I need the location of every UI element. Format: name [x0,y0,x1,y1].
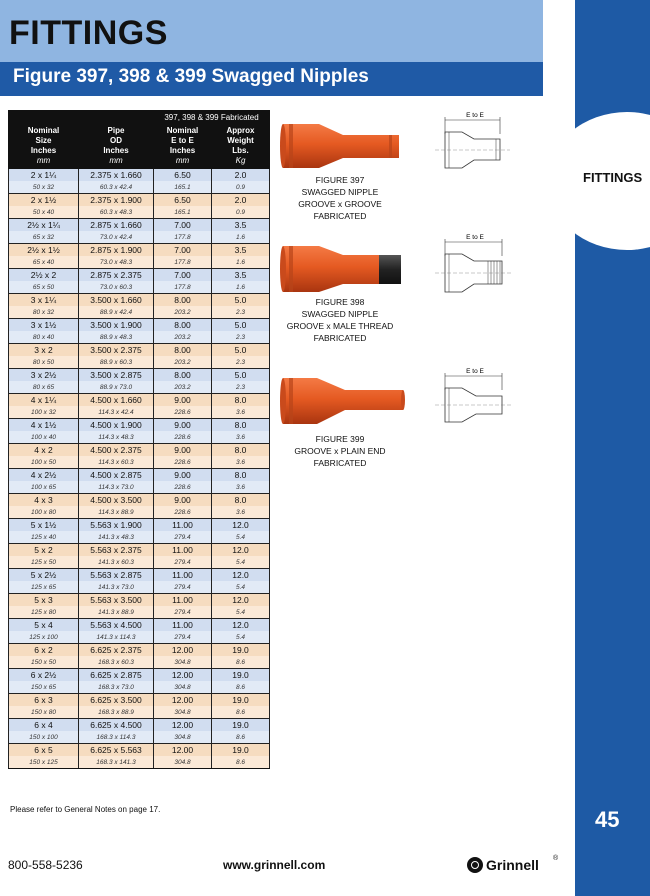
cell-od: 4.500 x 1.900 [79,419,154,432]
cell-size: 6 x 2 [9,644,79,657]
cell-ete: 8.00 [154,344,212,357]
cell-od_mm: 73.0 x 42.4 [79,231,154,244]
table-row [9,269,270,282]
table-row [9,369,270,382]
table-row [9,569,270,582]
cell-size_mm: 50 x 32 [9,181,79,194]
table-row-metric [9,756,270,769]
cell-ete_mm: 304.8 [154,731,212,744]
table-row [9,444,270,457]
brand-name: Grinnell [486,857,539,873]
figure-398-photo [279,240,409,295]
figure-399-caption [275,433,405,469]
cell-od: 6.625 x 2.875 [79,669,154,682]
figure-caption-line: FIGURE 397 [315,175,365,185]
column-header-row [9,124,270,169]
cell-wt_kg: 3.6 [212,431,270,444]
cell-ete_mm: 228.6 [154,506,212,519]
cell-size: 5 x 2 [9,544,79,557]
table-row-metric [9,381,270,394]
table-row-metric [9,706,270,719]
cell-ete: 9.00 [154,494,212,507]
cell-wt: 19.0 [212,669,270,682]
cell-wt_kg: 1.6 [212,281,270,294]
table-row-metric [9,556,270,569]
figure-caption-line: FIGURE 399 [315,434,365,444]
cell-wt: 3.5 [212,244,270,257]
table-row [9,319,270,332]
grinnell-logo-icon [467,857,483,873]
cell-wt: 12.0 [212,569,270,582]
figure-397-photo [279,118,409,173]
brand-registered-mark: ® [553,855,559,862]
cell-ete: 8.00 [154,294,212,307]
figure-caption-line: FABRICATED [313,211,367,221]
table-row-metric [9,431,270,444]
cell-od_mm: 114.3 x 42.4 [79,406,154,419]
cell-od: 5.563 x 2.875 [79,569,154,582]
figure-398-drawing [430,230,520,300]
table-row [9,619,270,632]
cell-od: 2.875 x 1.660 [79,219,154,232]
cell-wt: 2.0 [212,169,270,182]
cell-ete: 11.00 [154,619,212,632]
cell-ete_mm: 228.6 [154,456,212,469]
table-row-metric [9,656,270,669]
cell-size: 4 x 1½ [9,419,79,432]
cell-wt_kg: 1.6 [212,231,270,244]
column-header-3: Approx Weight Lbs. Kg [212,124,270,169]
table-row [9,494,270,507]
cell-od_mm: 88.9 x 73.0 [79,381,154,394]
cell-wt: 12.0 [212,619,270,632]
cell-size_mm: 125 x 40 [9,531,79,544]
cell-ete_mm: 279.4 [154,631,212,644]
column-header-0: Nominal Size Inches mm [9,124,79,169]
cell-wt_kg: 2.3 [212,356,270,369]
cell-size: 5 x 2½ [9,569,79,582]
cell-od: 2.375 x 1.900 [79,194,154,207]
column-header-2: Nominal E to E Inches mm [154,124,212,169]
figure-caption-line: SWAGGED NIPPLE [301,187,379,197]
cell-wt_kg: 5.4 [212,631,270,644]
page-title: FITTINGS [9,14,168,52]
cell-od_mm: 141.3 x 88.9 [79,606,154,619]
table-row-metric [9,531,270,544]
cell-ete_mm: 304.8 [154,656,212,669]
cell-size_mm: 125 x 65 [9,581,79,594]
table-row [9,694,270,707]
cell-wt: 8.0 [212,469,270,482]
cell-wt: 19.0 [212,694,270,707]
cell-od: 5.563 x 1.900 [79,519,154,532]
cell-ete: 11.00 [154,544,212,557]
column-header-1: Pipe OD Inches mm [79,124,154,169]
figure-398-dim-label: E to E [466,234,484,241]
general-notes-reference: Please refer to General Notes on page 17. [10,805,161,814]
cell-wt_kg: 3.6 [212,456,270,469]
cell-wt: 12.0 [212,594,270,607]
cell-od_mm: 168.3 x 114.3 [79,731,154,744]
table-row [9,294,270,307]
table-row-metric [9,681,270,694]
table-row-metric [9,406,270,419]
cell-ete_mm: 279.4 [154,606,212,619]
cell-od_mm: 141.3 x 114.3 [79,631,154,644]
table-row [9,419,270,432]
cell-od: 4.500 x 3.500 [79,494,154,507]
cell-size: 2½ x 1½ [9,244,79,257]
cell-wt_kg: 2.3 [212,331,270,344]
table-row [9,744,270,757]
cell-ete: 7.00 [154,269,212,282]
cell-od: 2.375 x 1.660 [79,169,154,182]
table-row [9,169,270,182]
cell-wt_kg: 8.6 [212,731,270,744]
cell-wt_kg: 0.9 [212,181,270,194]
cell-size: 4 x 3 [9,494,79,507]
cell-size: 2 x 1½ [9,194,79,207]
cell-ete_mm: 203.2 [154,306,212,319]
side-tab-label: FITTINGS [583,170,643,185]
cell-wt: 2.0 [212,194,270,207]
cell-ete: 11.00 [154,594,212,607]
cell-wt_kg: 3.6 [212,506,270,519]
figure-397-drawing [430,108,520,178]
cell-od: 3.500 x 1.900 [79,319,154,332]
cell-size_mm: 65 x 40 [9,256,79,269]
cell-size: 5 x 3 [9,594,79,607]
cell-wt_kg: 5.4 [212,556,270,569]
cell-size_mm: 80 x 32 [9,306,79,319]
cell-wt: 5.0 [212,369,270,382]
cell-ete_mm: 177.8 [154,281,212,294]
cell-od: 3.500 x 1.660 [79,294,154,307]
cell-size_mm: 150 x 80 [9,706,79,719]
cell-size: 5 x 1½ [9,519,79,532]
table-row-metric [9,306,270,319]
brand-logo-group [467,855,559,873]
cell-size: 3 x 1½ [9,319,79,332]
figure-caption-line: FABRICATED [313,333,367,343]
cell-wt: 19.0 [212,719,270,732]
figure-caption-line: GROOVE x MALE THREAD [286,321,394,331]
cell-ete_mm: 304.8 [154,756,212,769]
cell-size: 6 x 2½ [9,669,79,682]
cell-size_mm: 50 x 40 [9,206,79,219]
table-row-metric [9,631,270,644]
cell-size: 4 x 2 [9,444,79,457]
cell-od_mm: 114.3 x 88.9 [79,506,154,519]
figure-397-caption [275,174,405,222]
cell-od_mm: 73.0 x 48.3 [79,256,154,269]
figure-caption-line: GROOVE x GROOVE [298,199,382,209]
cell-wt: 19.0 [212,744,270,757]
cell-od_mm: 88.9 x 42.4 [79,306,154,319]
cell-ete: 11.00 [154,569,212,582]
cell-wt: 3.5 [212,269,270,282]
cell-od_mm: 168.3 x 141.3 [79,756,154,769]
table-row [9,544,270,557]
cell-wt_kg: 3.6 [212,481,270,494]
cell-od: 4.500 x 2.375 [79,444,154,457]
table-row-metric [9,606,270,619]
cell-od_mm: 141.3 x 73.0 [79,581,154,594]
cell-ete_mm: 228.6 [154,431,212,444]
cell-size: 3 x 2 [9,344,79,357]
cell-wt_kg: 0.9 [212,206,270,219]
cell-size: 4 x 1¼ [9,394,79,407]
cell-ete: 9.00 [154,444,212,457]
cell-ete: 12.00 [154,744,212,757]
group-header-blank [9,111,154,124]
cell-ete_mm: 304.8 [154,706,212,719]
figure-caption-line: SWAGGED NIPPLE [301,309,379,319]
figure-399-drawing [430,364,520,434]
cell-size_mm: 100 x 80 [9,506,79,519]
table-row-metric [9,231,270,244]
cell-size_mm: 80 x 50 [9,356,79,369]
cell-size: 2½ x 1¼ [9,219,79,232]
table-row [9,244,270,257]
cell-ete_mm: 228.6 [154,406,212,419]
cell-size_mm: 100 x 50 [9,456,79,469]
table-row [9,394,270,407]
cell-wt_kg: 2.3 [212,306,270,319]
cell-wt_kg: 8.6 [212,756,270,769]
table-row [9,594,270,607]
cell-ete_mm: 279.4 [154,556,212,569]
cell-size_mm: 125 x 80 [9,606,79,619]
figure-399-dim-label: E to E [466,368,484,375]
cell-od: 5.563 x 2.375 [79,544,154,557]
cell-od: 5.563 x 3.500 [79,594,154,607]
cell-size_mm: 150 x 125 [9,756,79,769]
cell-size_mm: 150 x 65 [9,681,79,694]
cell-size_mm: 100 x 32 [9,406,79,419]
cell-od: 5.563 x 4.500 [79,619,154,632]
cell-wt: 12.0 [212,544,270,557]
cell-ete_mm: 304.8 [154,681,212,694]
cell-od_mm: 114.3 x 60.3 [79,456,154,469]
cell-wt_kg: 8.6 [212,681,270,694]
page-subtitle: Figure 397, 398 & 399 Swagged Nipples [13,66,369,87]
spec-table [8,110,270,769]
cell-ete_mm: 203.2 [154,356,212,369]
cell-wt_kg: 2.3 [212,381,270,394]
cell-ete: 7.00 [154,244,212,257]
cell-size: 4 x 2½ [9,469,79,482]
table-row [9,344,270,357]
cell-ete: 12.00 [154,694,212,707]
cell-size_mm: 80 x 40 [9,331,79,344]
cell-size_mm: 65 x 50 [9,281,79,294]
footer-phone[interactable]: 800-558-5236 [8,858,83,872]
cell-wt_kg: 3.6 [212,406,270,419]
cell-od: 6.625 x 4.500 [79,719,154,732]
footer-website-link[interactable]: www.grinnell.com [223,858,326,872]
cell-od: 4.500 x 1.660 [79,394,154,407]
table-row-metric [9,506,270,519]
cell-od: 6.625 x 3.500 [79,694,154,707]
cell-wt: 8.0 [212,494,270,507]
cell-od_mm: 114.3 x 73.0 [79,481,154,494]
cell-od: 3.500 x 2.875 [79,369,154,382]
cell-size: 6 x 3 [9,694,79,707]
cell-size_mm: 65 x 32 [9,231,79,244]
cell-size_mm: 100 x 40 [9,431,79,444]
cell-od_mm: 168.3 x 60.3 [79,656,154,669]
cell-size: 3 x 1¼ [9,294,79,307]
cell-od: 2.875 x 1.900 [79,244,154,257]
table-row [9,469,270,482]
table-row-metric [9,456,270,469]
cell-size_mm: 80 x 65 [9,381,79,394]
cell-size_mm: 125 x 50 [9,556,79,569]
table-row-metric [9,256,270,269]
table-row-metric [9,281,270,294]
figure-397-dim-label: E to E [466,112,484,119]
cell-wt_kg: 1.6 [212,256,270,269]
table-row [9,519,270,532]
figure-399-photo [279,374,409,429]
cell-ete_mm: 228.6 [154,481,212,494]
cell-wt: 5.0 [212,294,270,307]
cell-size_mm: 150 x 50 [9,656,79,669]
cell-od_mm: 141.3 x 48.3 [79,531,154,544]
cell-wt_kg: 5.4 [212,531,270,544]
cell-ete: 6.50 [154,194,212,207]
table-row-metric [9,581,270,594]
cell-ete: 8.00 [154,369,212,382]
cell-wt_kg: 8.6 [212,656,270,669]
cell-size: 6 x 5 [9,744,79,757]
cell-ete: 6.50 [154,169,212,182]
cell-ete_mm: 279.4 [154,531,212,544]
cell-wt: 19.0 [212,644,270,657]
table-row-metric [9,181,270,194]
cell-size_mm: 125 x 100 [9,631,79,644]
table-row [9,194,270,207]
cell-od: 2.875 x 2.375 [79,269,154,282]
cell-ete_mm: 177.8 [154,231,212,244]
cell-size: 3 x 2½ [9,369,79,382]
cell-size: 2 x 1¼ [9,169,79,182]
table-row-metric [9,481,270,494]
table-row [9,669,270,682]
cell-od: 3.500 x 2.375 [79,344,154,357]
cell-ete: 12.00 [154,644,212,657]
cell-wt: 5.0 [212,319,270,332]
figure-caption-line: FIGURE 398 [315,297,365,307]
cell-ete: 12.00 [154,669,212,682]
cell-ete_mm: 177.8 [154,256,212,269]
cell-ete_mm: 165.1 [154,206,212,219]
table-row [9,219,270,232]
cell-ete_mm: 279.4 [154,581,212,594]
cell-ete_mm: 203.2 [154,381,212,394]
cell-ete_mm: 203.2 [154,331,212,344]
cell-wt_kg: 8.6 [212,706,270,719]
cell-size: 5 x 4 [9,619,79,632]
cell-wt: 5.0 [212,344,270,357]
cell-od_mm: 114.3 x 48.3 [79,431,154,444]
cell-od_mm: 88.9 x 60.3 [79,356,154,369]
cell-ete: 9.00 [154,394,212,407]
cell-od_mm: 60.3 x 42.4 [79,181,154,194]
cell-od: 6.625 x 2.375 [79,644,154,657]
cell-wt: 8.0 [212,444,270,457]
cell-wt: 3.5 [212,219,270,232]
cell-ete: 11.00 [154,519,212,532]
cell-ete: 9.00 [154,419,212,432]
spec-table-body [9,169,270,769]
page-number: 45 [595,807,620,832]
figure-caption-line: FABRICATED [313,458,367,468]
cell-wt: 8.0 [212,419,270,432]
cell-od_mm: 60.3 x 48.3 [79,206,154,219]
cell-wt: 8.0 [212,394,270,407]
figure-398-caption [275,296,405,344]
table-row-metric [9,356,270,369]
cell-od_mm: 73.0 x 60.3 [79,281,154,294]
table-row-metric [9,206,270,219]
cell-wt: 12.0 [212,519,270,532]
cell-ete: 7.00 [154,219,212,232]
cell-od_mm: 168.3 x 88.9 [79,706,154,719]
cell-od: 6.625 x 5.563 [79,744,154,757]
cell-ete: 12.00 [154,719,212,732]
cell-size_mm: 150 x 100 [9,731,79,744]
cell-od_mm: 168.3 x 73.0 [79,681,154,694]
cell-od: 4.500 x 2.875 [79,469,154,482]
cell-size_mm: 100 x 65 [9,481,79,494]
cell-od_mm: 88.9 x 48.3 [79,331,154,344]
cell-ete_mm: 165.1 [154,181,212,194]
figure-caption-line: GROOVE x PLAIN END [294,446,386,456]
table-row-metric [9,331,270,344]
group-header: 397, 398 & 399 Fabricated [154,111,270,124]
cell-wt_kg: 5.4 [212,606,270,619]
cell-size: 2½ x 2 [9,269,79,282]
table-row [9,719,270,732]
cell-size: 6 x 4 [9,719,79,732]
cell-od_mm: 141.3 x 60.3 [79,556,154,569]
cell-ete: 9.00 [154,469,212,482]
table-row-metric [9,731,270,744]
cell-ete: 8.00 [154,319,212,332]
cell-wt_kg: 5.4 [212,581,270,594]
table-row [9,644,270,657]
